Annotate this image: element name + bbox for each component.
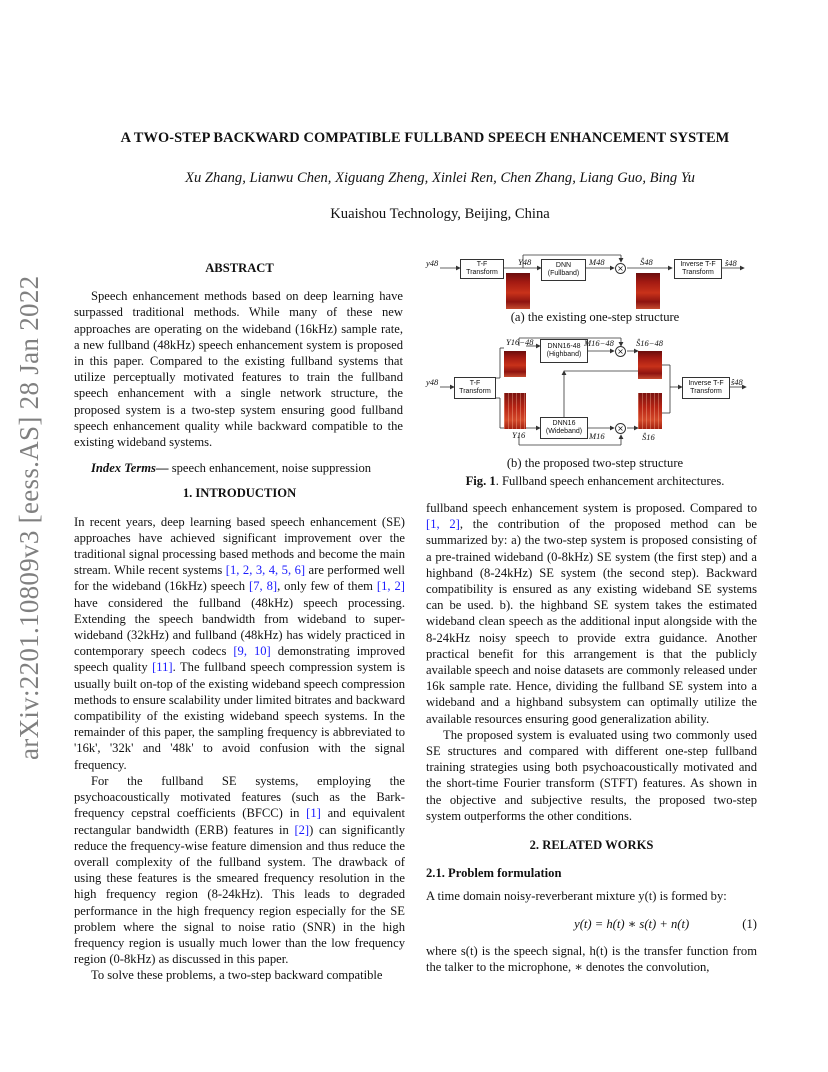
signal-label: y48 bbox=[426, 258, 439, 268]
equation-number: (1) bbox=[742, 916, 757, 931]
dnn-highband-block: DNN16-48 (Highband) bbox=[540, 339, 588, 363]
spectrogram-image bbox=[504, 393, 526, 429]
intro-p1-text: , only few of them bbox=[277, 579, 377, 594]
index-terms bbox=[74, 460, 405, 476]
index-terms-text: speech enhancement, noise suppression bbox=[168, 461, 372, 476]
figure-1 bbox=[426, 253, 764, 483]
signal-label: y48 bbox=[426, 377, 439, 387]
intro-paragraph-2 bbox=[74, 773, 405, 967]
intro-p1-text: In recent years, deep learning based speech enhancement (SE) approaches have achieved significant improvement over the traditional signal processing based methods and become the main stream. While recent systems bbox=[74, 514, 405, 578]
signal-label: Y16−48 bbox=[506, 337, 534, 347]
intro-paragraph-3: To solve these problems, a two-step backward compatible bbox=[91, 968, 383, 983]
spectrogram-image bbox=[636, 273, 660, 309]
intro-p1-text: are performed well for the wideband (16kHz) speech bbox=[74, 563, 405, 594]
index-terms-label: Index Terms— bbox=[91, 461, 169, 476]
intro-p1-text: demonstrating improved speech quality bbox=[74, 644, 405, 675]
tf-transform-block: T-F Transform bbox=[460, 259, 504, 279]
figure-caption-text: . Fullband speech enhancement architectures. bbox=[495, 474, 725, 488]
signal-label: M48 bbox=[589, 257, 605, 267]
multiply-icon: × bbox=[615, 263, 626, 274]
signal-label: ŝ48 bbox=[725, 258, 737, 268]
intro-heading: 1. INTRODUCTION bbox=[182, 486, 297, 501]
citation-link[interactable]: [1] bbox=[306, 806, 321, 821]
intro-p3-text: , the contribution of the proposed method can be summarized by: a) the two-step system is proposed consisting of a pre-trained wideband (0-8kHz) SE system (the first step) and a highband (8-24kHz) SE system (the second step). Backward compatibility is ensured as any existing wideband SE systems can be used. b). the highband SE system takes the estimated wideband clean speech as the additional input alongside with the 8-24kHz noisy speech to provide extra guidance. Another practical benefit for this arrangement is that the publicly available speech and noise datasets are commonly released under 16k sample rate. Hence, dividing the fullband SE system into a wideband and a highband subsystem can optimally utilize the available resources ensuring good generalization ability. bbox=[426, 517, 758, 726]
arxiv-identifier: arXiv:2201.10809v3 [eess.AS] 28 Jan 2022 bbox=[14, 275, 44, 760]
figure-1-caption bbox=[426, 474, 764, 489]
intro-paragraph-1 bbox=[74, 514, 405, 773]
citation-link[interactable]: [9, 10] bbox=[233, 644, 271, 659]
intro-p1-text: . The fullband speech compression system is usually built on-top of the existing wideband speech compression methods to ensure scalability under limited bitrates and backward compatibility of the existing wideband speech systems. In the remainder of this paper, the sampling frequency is abbreviated to '16k', '32k' and '48k' to avoid confusion with the signal frequency. bbox=[74, 660, 405, 772]
left-column bbox=[74, 260, 405, 984]
dnn-fullband-block: DNN (Fullband) bbox=[541, 259, 586, 281]
figure-caption-a: (a) the existing one-step structure bbox=[510, 310, 680, 324]
figure-arrows bbox=[426, 253, 764, 483]
spectrogram-image bbox=[638, 351, 662, 379]
intro-p2-text: and equivalent rectangular bandwidth (ERB) features in bbox=[74, 806, 405, 837]
intro-paragraph-4: The proposed system is evaluated using two commonly used SE structures and compared with different one-step fullband training strategies using both psychoacoustically motivated and the short-time Fourier transform (STFT) features. As shown in the objective and subjective results, the proposed two-step system outperforms the other conditions. bbox=[426, 727, 757, 823]
spectrogram-image bbox=[506, 273, 530, 309]
figure-label: Fig. 1 bbox=[465, 474, 496, 488]
signal-label: Y48 bbox=[518, 257, 532, 267]
right-column bbox=[426, 500, 757, 975]
intro-p3-text: fullband speech enhancement system is proposed. Compared to bbox=[426, 501, 757, 515]
intro-p2-text: ) can significantly reduce the frequency-wise feature dimension and thus reduce the overall complexity of the fullband system. The drawback of using these features is the smeared frequency resolution in the high frequency region (8-24kHz). This leads to degraded performance in the high frequency region especially for the SE problem where the signal to noise ratio (SNR) in the high frequency region is usually much lower than the low frequency region (0-8kHz) as discussed in this paper. bbox=[74, 822, 405, 967]
citation-link[interactable]: [1, 2] bbox=[426, 517, 460, 532]
intro-paragraph-3-continued bbox=[426, 500, 757, 727]
multiply-icon: × bbox=[615, 423, 626, 434]
paper-affiliation: Kuaishou Technology, Beijing, China bbox=[330, 206, 550, 222]
citation-link[interactable]: [2] bbox=[294, 822, 310, 837]
signal-label: ŝ48 bbox=[731, 377, 743, 387]
inverse-tf-block: Inverse T-F Transform bbox=[682, 377, 730, 399]
paper-title: A TWO-STEP BACKWARD COMPATIBLE FULLBAND SPEECH ENHANCEMENT SYSTEM bbox=[120, 130, 730, 146]
signal-label: Ŝ16−48 bbox=[636, 338, 663, 348]
intro-p2-text: For the fullband SE systems, employing the psychoacoustically motivated features (such as the Bark-frequency cepstral coefficients (BFCC) in bbox=[74, 773, 405, 821]
figure-caption-b: (b) the proposed two-step structure bbox=[506, 456, 684, 470]
signal-label: Ŝ48 bbox=[640, 257, 653, 267]
abstract-heading: ABSTRACT bbox=[205, 261, 274, 275]
citation-link[interactable]: [1, 2, 3, 4, 5, 6] bbox=[225, 563, 306, 578]
spectrogram-image bbox=[638, 393, 662, 429]
signal-label: Ŝ16 bbox=[642, 432, 655, 442]
dnn-wideband-block: DNN16 (Wideband) bbox=[540, 417, 588, 439]
inverse-tf-block: Inverse T-F Transform bbox=[674, 259, 722, 279]
signal-label: M16 bbox=[589, 431, 605, 441]
equation-text: y(t) = h(t) ∗ s(t) + n(t) bbox=[574, 916, 690, 931]
intro-p1-text: have considered the fullband (48kHz) speech processing. Extending the speech bandwidth from wideband to super-wideband (32kHz) and fullband (48kHz) has widely practiced in contemporary speech codecs bbox=[74, 595, 405, 659]
paper-authors: Xu Zhang, Lianwu Chen, Xiguang Zheng, Xinlei Ren, Chen Zhang, Liang Guo, Bing Yu bbox=[185, 170, 695, 186]
related-paragraph-1: A time domain noisy-reverberant mixture y(t) is formed by: bbox=[426, 889, 727, 904]
signal-label: M16−48 bbox=[584, 338, 614, 348]
signal-label: Y16 bbox=[512, 430, 526, 440]
related-paragraph-2: where s(t) is the speech signal, h(t) is the transfer function from the talker to the microphone, ∗ denotes the convolution, bbox=[426, 943, 757, 975]
spectrogram-image bbox=[504, 351, 526, 377]
citation-link[interactable]: [1, 2] bbox=[376, 579, 405, 594]
multiply-icon: × bbox=[615, 346, 626, 357]
related-works-heading: 2. RELATED WORKS bbox=[529, 838, 654, 853]
citation-link[interactable]: [7, 8] bbox=[249, 579, 278, 594]
tf-transform-block: T-F Transform bbox=[454, 377, 496, 399]
subsection-heading: 2.1. Problem formulation bbox=[426, 866, 562, 881]
abstract-text: Speech enhancement methods based on deep learning have surpassed traditional methods. While many of these new approaches are operating on the wideband (16kHz) sample rate, a new fullband (48kHz) speech enhancement system is proposed in this paper. Compared to the existing fullband systems that utilize perceptually motivated features to train the fullband speech enhancement with a single network structure, the proposed system is a two-step system ensuring good fullband speech enhancement quality while backward compatible to the existing wideband systems. bbox=[74, 289, 403, 450]
citation-link[interactable]: [11] bbox=[152, 660, 173, 675]
equation-1 bbox=[426, 916, 757, 932]
